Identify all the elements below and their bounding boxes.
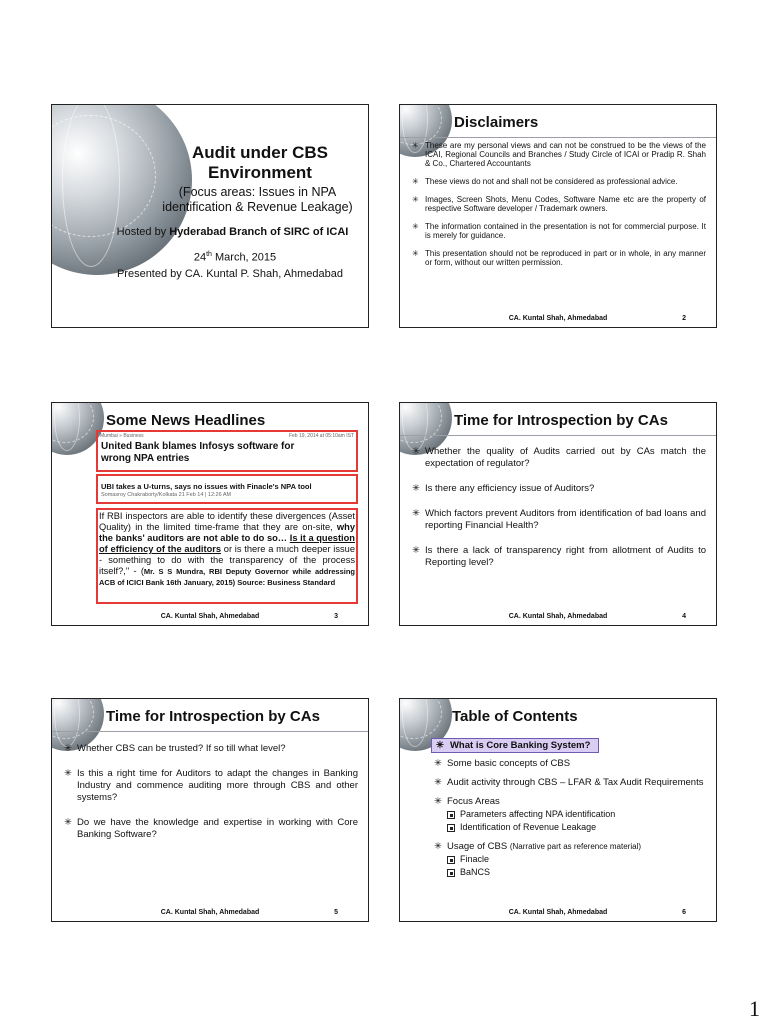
slide-2: [399, 104, 717, 328]
clip-meta-right: Feb 19, 2014 at 05:10am IST: [288, 433, 354, 439]
bullet-icon: ✳: [412, 177, 419, 186]
slide-1-title: [152, 143, 368, 183]
disclaimer-item: ✳ These views do not and shall not be considered as professional advice.: [412, 177, 678, 186]
hosted-prefix: Hosted by: [116, 226, 170, 238]
clip-meta-left: Mumbai » Business: [100, 433, 144, 439]
slide-number: 2: [682, 315, 686, 322]
subtitle-line-1: (Focus areas: Issues in NPA: [178, 185, 337, 199]
slide-footer: CA. Kuntal Shah, Ahmedabad: [160, 909, 260, 916]
list-item: ✳ Is there a lack of transparency right from allotment of Audits to Reporting level?: [412, 545, 706, 568]
square-bullet-icon: [447, 869, 455, 877]
list-item: ✳ Do we have the knowledge and expertise in working with Core Banking Software?: [64, 817, 358, 840]
bullet-icon: ✳: [64, 743, 72, 754]
slide-2-title: Disclaimers: [454, 114, 539, 131]
bullet-icon: ✳: [412, 545, 420, 556]
slide-footer: CA. Kuntal Shah, Ahmedabad: [160, 613, 260, 620]
headline-2-byline: Somasroy Chakraborty/Kolkata 21 Feb 14 | 12:26 AM: [101, 492, 232, 498]
disclaimer-item: ✳ This presentation should not be reproduced in part or in whole, in any manner or form, without our written permission.: [412, 249, 706, 267]
slide-footer: CA. Kuntal Shah, Ahmedabad: [508, 909, 608, 916]
bullet-icon: ✳: [64, 817, 72, 828]
quote-text-2: or is there a much deeper issue - something to do with the transparency of the process itself?," - (: [99, 544, 355, 576]
slide-4: [399, 402, 717, 626]
slide-3-title: Some News Headlines: [106, 412, 266, 429]
slide-5-title: Time for Introspection by CAs: [106, 708, 320, 725]
subtitle-line-2: identification & Revenue Leakage): [162, 200, 353, 214]
bullet-icon: ✳: [412, 141, 419, 150]
bullet-icon: ✳: [412, 249, 419, 258]
slide-6: [399, 698, 717, 922]
slide-number: 5: [334, 909, 338, 916]
introspection-list: [412, 446, 706, 582]
toc-item: ✳ Audit activity through CBS – LFAR & Tax Audit Requirements: [434, 777, 704, 788]
title-line-2: Environment: [208, 163, 312, 182]
slide-1-subtitle: [147, 185, 368, 215]
date-rest: March, 2015: [211, 251, 277, 264]
bullet-icon: ✳: [412, 222, 419, 231]
sub-item: BaNCS: [447, 867, 706, 878]
quote-bold-underline: Is it a question of efficiency of the auditors: [99, 533, 355, 554]
title-divider: [52, 731, 368, 732]
disclaimer-list: [412, 141, 706, 276]
bullet-icon: ✳: [412, 483, 420, 494]
slide-6-title: Table of Contents: [452, 708, 578, 725]
date-sup: th: [206, 251, 212, 258]
headline-2: UBI takes a U-turns, says no issues with Finacle's NPA tool: [101, 482, 312, 491]
headline-1-line-2: wrong NPA entries: [101, 453, 190, 464]
toc-list: [434, 758, 706, 886]
focus-sublist: [447, 809, 706, 833]
toc-highlight: ✳ What is Core Banking System?: [431, 738, 599, 753]
sub-item: Parameters affecting NPA identification: [447, 809, 706, 820]
bullet-icon: ✳: [434, 796, 442, 807]
slide-4-title: Time for Introspection by CAs: [454, 412, 668, 429]
list-item: ✳ Is this a right time for Auditors to adapt the changes in Banking Industry and commence auditing more through CBS and other systems?: [64, 768, 358, 803]
bullet-icon: ✳: [64, 768, 72, 779]
slide-footer: CA. Kuntal Shah, Ahmedabad: [508, 613, 608, 620]
page-number: 1: [749, 996, 760, 1021]
news-clip-1: [96, 430, 358, 472]
title-line-1: Audit under CBS: [192, 143, 328, 162]
bullet-icon: ✳: [434, 758, 442, 769]
disclaimer-item: ✳ Images, Screen Shots, Menu Codes, Software Name etc are the property of respective Software developer / Trademark owners.: [412, 195, 706, 213]
toc-item: ✳ Focus Areas Parameters affecting NPA identification Identification of Revenue Leakage: [434, 796, 706, 833]
quote-text-1: If RBI inspectors are able to identify these divergences (Asset Quality) in the limited time-frame that they are on-site,: [99, 511, 355, 532]
slide-1: [51, 104, 369, 328]
square-bullet-icon: [447, 824, 455, 832]
list-item: ✳ Which factors prevent Auditors from identification of bad loans and reporting Financial Health?: [412, 508, 706, 531]
introspection-list: [64, 743, 358, 854]
slide-number: 3: [334, 613, 338, 620]
slide-footer: CA. Kuntal Shah, Ahmedabad: [508, 315, 608, 322]
date-day: 24: [193, 251, 207, 264]
disclaimer-item: ✳ The information contained in the presentation is not for commercial purpose. It is merely for guidance.: [412, 222, 706, 240]
bullet-icon: ✳: [412, 446, 420, 457]
quote-box: [96, 508, 358, 604]
sub-item: Finacle: [447, 854, 706, 865]
headline-1-line-1: United Bank blames Infosys software for: [101, 441, 295, 452]
usage-sublist: [447, 854, 706, 878]
toc-item: ✳ Some basic concepts of CBS: [434, 758, 571, 769]
list-item: ✳ Is there any efficiency issue of Auditors?: [412, 483, 595, 494]
title-divider: [400, 137, 716, 138]
list-item: ✳ Whether CBS can be trusted? If so till what level?: [64, 743, 286, 754]
bullet-icon: ✳: [412, 508, 420, 519]
square-bullet-icon: [447, 811, 455, 819]
slide-5: [51, 698, 369, 922]
hosted-org: Hyderabad Branch of SIRC of ICAI: [169, 226, 349, 238]
slide-number: 6: [682, 909, 686, 916]
toc-item: ✳ Usage of CBS (Narrative part as reference material) Finacle BaNCS: [434, 841, 706, 878]
presentation-date: [102, 251, 368, 264]
list-item: ✳ Whether the quality of Audits carried out by CAs match the expectation of regulator?: [412, 446, 706, 469]
bullet-icon: ✳: [434, 777, 442, 788]
bullet-icon: ✳: [436, 740, 444, 751]
sub-item: Identification of Revenue Leakage: [447, 822, 706, 833]
slide-number: 4: [682, 613, 686, 620]
bullet-icon: ✳: [412, 195, 419, 204]
slide-3: [51, 402, 369, 626]
hosted-by: [97, 226, 368, 238]
bullet-icon: ✳: [434, 841, 442, 852]
news-clip-2: [96, 474, 358, 504]
quote-source: Mr. S S Mundra, RBI Deputy Governor while addressing ACB of ICICI Bank 16th January, 2015) Source: Business Standard: [99, 567, 355, 587]
disclaimer-item: ✳ These are my personal views and can not be construed to be the views of the ICAI, Regional Councils and Branches / Study Circle of ICAI or Pradip R. Shah & Co., Chartered Accountants: [412, 141, 706, 168]
title-divider: [400, 435, 716, 436]
square-bullet-icon: [447, 856, 455, 864]
presenter: Presented by CA. Kuntal P. Shah, Ahmedabad: [116, 268, 344, 280]
quote-bold: why the banks' auditors are not able to do so…: [99, 522, 355, 543]
